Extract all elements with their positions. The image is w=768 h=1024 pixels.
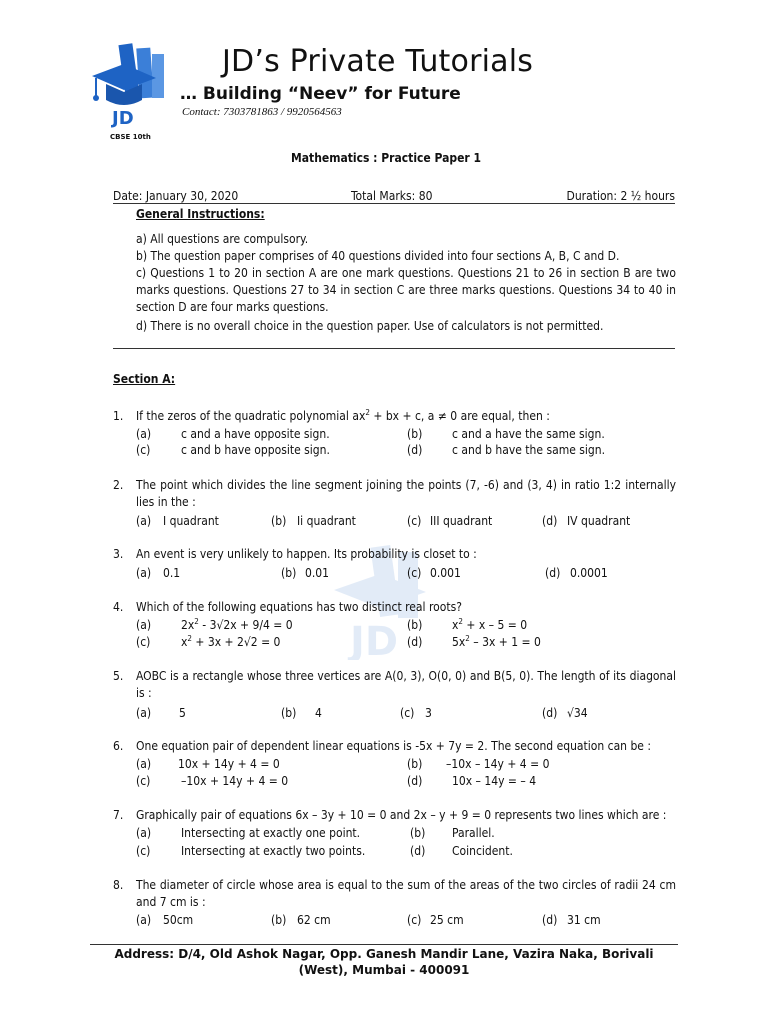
instruction-a: a) All questions are compulsory. [136,232,309,246]
option-text: 0.0001 [570,566,608,580]
footer-address-line-1: Address: D/4, Old Ashok Nagar, Opp. Ganesh Mandir Lane, Vazira Naka, Borivali [114,947,654,961]
option-text: –10x + 14y + 4 = 0 [181,774,289,788]
option-text: 50cm [163,913,194,927]
option-text: 62 cm [297,913,331,927]
option-text: 0.001 [430,566,461,580]
option-text: 10x – 14y = – 4 [452,774,537,788]
option-text: c and b have opposite sign. [181,443,330,457]
option-text: 0.1 [163,566,181,580]
option-label: (c) [136,774,151,788]
option-text: √34 [567,706,588,720]
option-label: (d) [410,844,426,858]
question-number: 1. [113,409,124,423]
logo-subtext: CBSE 10th [110,133,151,141]
option-text: Intersecting at exactly two points. [181,844,366,858]
footer-address-line-2: (West), Mumbai - 400091 [298,963,470,977]
option-text: Intersecting at exactly one point. [181,826,361,840]
option-label: (c) [136,443,151,457]
option-text: c and b have the same sign. [452,443,606,457]
option-text: Ii quadrant [297,514,356,528]
option-text: $5x^2 - 3x + 1 = 0$ [452,634,541,649]
question-text: The diameter of circle whose area is equal to the sum of the areas of the two circles of radii 24 cm and 7 cm is : [136,878,676,909]
question-text: AOBC is a rectangle whose three vertices are A(0, 3), O(0, 0) and B(5, 0). The length of its diagonal is : [136,669,676,700]
option-label: (a) [136,566,152,580]
question-number: 5. [113,669,124,683]
option-label: (c) [407,913,422,927]
instructions-heading: General Instructions: [136,207,265,221]
page-title: JD’s Private Tutorials [222,44,534,79]
option-text: 31 cm [567,913,601,927]
question-text: The point which divides the line segment joining the points (7, -6) and (3, 4) in ratio 1:2 internally lies in the : [136,478,676,509]
paper-marks: Total Marks: 80 [351,189,433,203]
question-text: An event is very unlikely to happen. Its probability is closet to : [136,547,477,561]
option-label: (d) [542,514,558,528]
paper-date: Date: January 30, 2020 [113,189,239,203]
question-number: 3. [113,547,124,561]
option-label: (b) [407,618,423,632]
option-text: $x^2 + 3x + 2√2 = 0$ [181,634,281,649]
question-text: Which of the following equations has two distinct real roots? [136,600,462,614]
option-text: 3 [425,706,432,720]
option-label: (b) [407,427,423,441]
option-text: 5 [179,706,186,720]
option-label: (a) [136,514,152,528]
option-label: (b) [281,706,297,720]
option-label: (b) [410,826,426,840]
question-number: 2. [113,478,124,492]
graduation-books-icon [90,40,170,145]
paper-title: Mathematics : Practice Paper 1 [291,151,482,165]
footer-rule [90,944,678,945]
option-label: (c) [407,514,422,528]
jd-logo [90,40,170,145]
question-number: 6. [113,739,124,753]
instruction-d: d) There is no overall choice in the question paper. Use of calculators is not permitted. [136,319,604,333]
option-label: (a) [136,706,152,720]
option-label: (a) [136,913,152,927]
option-label: (d) [542,913,558,927]
option-text: Parallel. [452,826,495,840]
question-number: 4. [113,600,124,614]
option-label: (a) [136,757,152,771]
option-text: I quadrant [163,514,219,528]
option-label: (b) [271,514,287,528]
instruction-b: b) The question paper comprises of 40 questions divided into four sections A, B, C and D. [136,249,620,263]
question-text: One equation pair of dependent linear equations is -5x + 7y = 2. The second equation can be : [136,739,652,753]
option-text: 25 cm [430,913,464,927]
option-text: c and a have the same sign. [452,427,605,441]
option-label: (b) [281,566,297,580]
option-label: (b) [407,757,423,771]
option-label: (a) [136,618,152,632]
option-label: (d) [407,443,423,457]
option-text: 10x + 14y + 4 = 0 [178,757,280,771]
option-label: (c) [136,844,151,858]
option-text: 4 [315,706,322,720]
paper-duration: Duration: 2 ½ hours [566,189,675,203]
question-text: If the zeros of the quadratic polynomial $ax^2$ + bx + c, a ≠ 0 are equal, then : [136,408,550,423]
question-text: Graphically pair of equations 6x – 3y + 10 = 0 and 2x – y + 9 = 0 represents two lines which are : [136,808,667,822]
option-label: (d) [545,566,561,580]
question-number: 7. [113,808,124,822]
question-number: 8. [113,878,124,892]
option-text: 0.01 [305,566,330,580]
option-label: (c) [400,706,415,720]
option-text: Coincident. [452,844,513,858]
contact-info: Contact: 7303781863 / 9920564563 [182,106,342,118]
option-text: c and a have opposite sign. [181,427,330,441]
option-label: (a) [136,826,152,840]
option-label: (d) [407,635,423,649]
section-title: Section A: [113,372,176,386]
option-label: (d) [407,774,423,788]
option-label: (d) [542,706,558,720]
instructions-rule [113,348,675,349]
option-text: IV quadrant [567,514,631,528]
info-rule [113,203,675,204]
option-text: III quadrant [430,514,493,528]
option-text: $2x^2 - 3√2x + 9/4 = 0$ [181,617,293,632]
option-text: –10x – 14y + 4 = 0 [446,757,550,771]
option-label: (a) [136,427,152,441]
option-label: (c) [407,566,422,580]
option-text: $x^2 + x - 5 = 0$ [452,617,528,632]
svg-text:JD: JD [350,619,399,660]
option-label: (c) [136,635,151,649]
logo-text: JD [112,108,134,129]
option-label: (b) [271,913,287,927]
tagline: … Building “Neev” for Future [180,84,461,104]
instruction-c: c) Questions 1 to 20 in section A are one mark questions. Questions 21 to 26 in section B are two marks questions. Questions 27 to 34 in section C are three marks questions. Questions 34 to 40 in section D are four marks questions. [136,266,676,314]
